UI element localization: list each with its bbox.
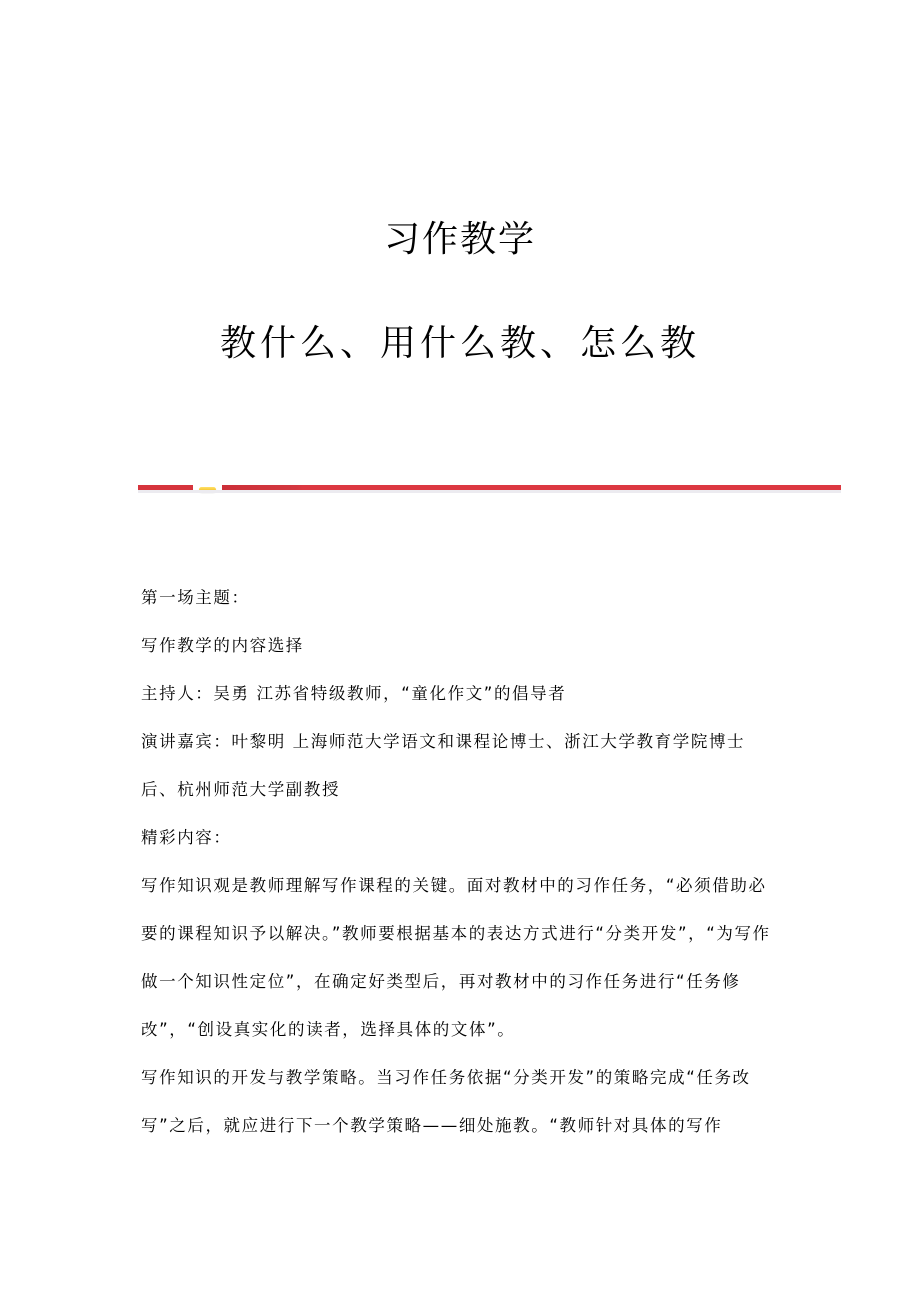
body-paragraph: 写作知识观是教师理解写作课程的关键。面对教材中的习作任务，“必须借助必要的课程知识予以解决。”教师要根据基本的表达方式进行“分类开发”，“为写作做一个知识性定位”，在确定好类型后，再对教材中的习作任务进行“任务修改”，“创设真实化的读者，选择具体的文体”。 [141, 876, 771, 1039]
title-divider [138, 484, 841, 494]
session-theme-label: 第一场主题： [141, 588, 250, 607]
speaker-info: 演讲嘉宾：叶黎明 上海师范大学语文和课程论博士、浙江大学教育学院博士后、杭州师范大学副教授 [141, 732, 746, 799]
body-paragraph: 写作知识的开发与教学策略。当习作任务依据“分类开发”的策略完成“任务改写”之后，就应进行下一个教学策略——细处施教。“教师针对具体的写作 [141, 1068, 751, 1135]
host-info: 主持人：吴勇 江苏省特级教师，“童化作文”的倡导者 [141, 684, 567, 703]
highlights-label: 精彩内容： [141, 828, 232, 847]
divider-shadow [138, 490, 841, 493]
document-title: 习作教学 [383, 219, 536, 260]
document-subtitle: 教什么、用什么教、怎么教 [219, 323, 700, 364]
session-theme-title: 写作教学的内容选择 [141, 636, 304, 655]
document-body [141, 574, 781, 1150]
